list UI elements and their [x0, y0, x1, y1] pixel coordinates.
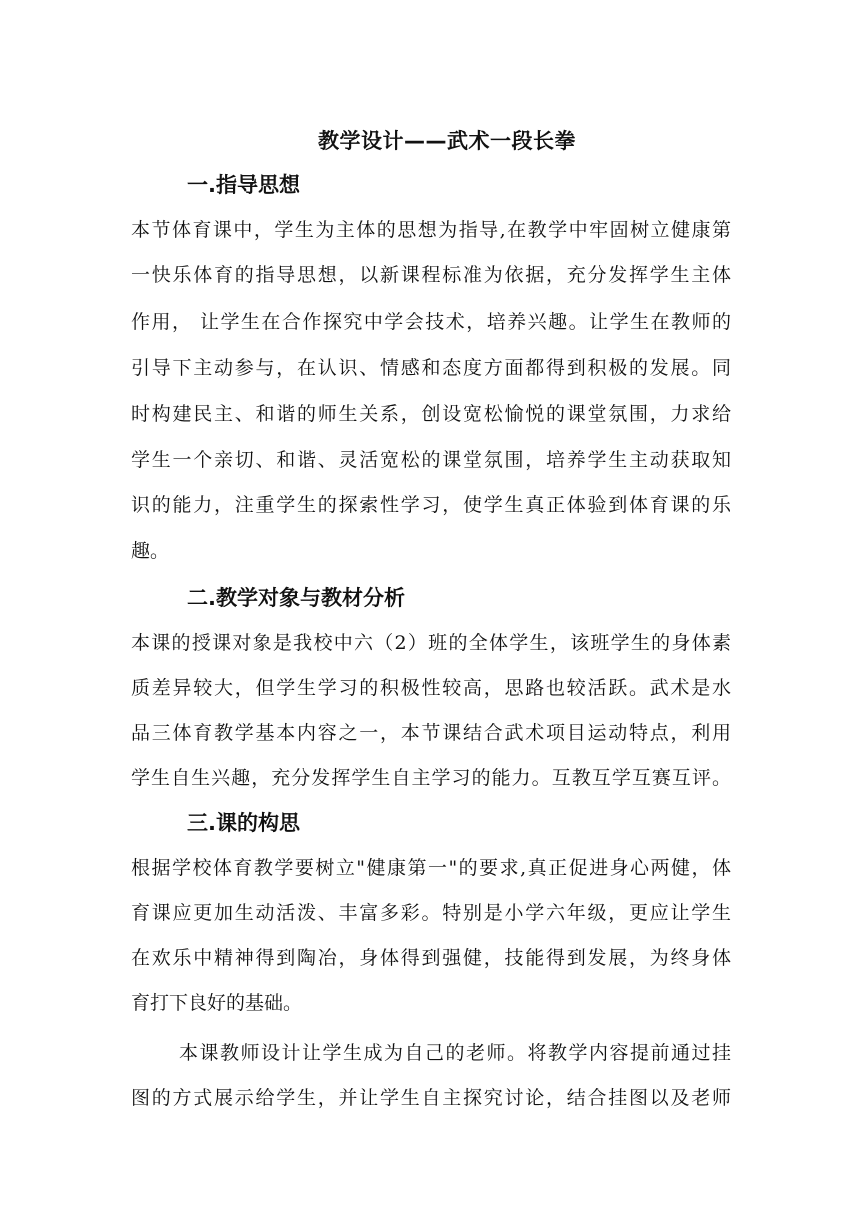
paragraph-line: 作用， 让学生在合作探究中学会技术，培养兴趣。让学生在教师的: [131, 311, 731, 333]
paragraph-line: 引导下主动参与，在认识、情感和态度方面都得到积极的发展。同: [131, 357, 731, 379]
paragraph-line: 学生一个亲切、和谐、灵活宽松的课堂氛围，培养学生主动获取知: [131, 449, 731, 471]
paragraph-line: 本节体育课中，学生为主体的思想为指导,在教学中牢固树立健康第: [131, 219, 731, 241]
document-title: 教学设计——武术一段长拳: [318, 129, 576, 153]
paragraph-line: 识的能力，注重学生的探索性学习，使学生真正体验到体育课的乐: [131, 494, 731, 516]
paragraph-line: 育打下良好的基础。: [131, 992, 303, 1014]
paragraph-line: 趣。: [131, 540, 170, 562]
paragraph-line: 在欢乐中精神得到陶冶，身体得到强健，技能得到发展，为终身体: [131, 947, 731, 969]
section-heading-guiding-thought: 一.指导思想: [187, 173, 300, 197]
paragraph-line: 图的方式展示给学生，并让学生自主探究讨论，结合挂图以及老师: [131, 1087, 731, 1109]
paragraph-line: 质差异较大，但学生学习的积极性较高，思路也较活跃。武术是水: [131, 677, 731, 699]
paragraph-line: 一快乐体育的指导思想，以新课程标准为依据，充分发挥学生主体: [131, 264, 731, 286]
paragraph-line: 时构建民主、和谐的师生关系，创设宽松愉悦的课堂氛围，力求给: [131, 403, 731, 425]
paragraph-line: 根据学校体育教学要树立"健康第一"的要求,真正促进身心两健，体: [131, 857, 731, 879]
paragraph-line: 学生自生兴趣，充分发挥学生自主学习的能力。互教互学互赛互评。: [131, 767, 731, 789]
section-heading-lesson-concept: 三.课的构思: [187, 811, 300, 835]
paragraph-line: 本课的授课对象是我校中六（2）班的全体学生，该班学生的身体素: [131, 632, 731, 654]
paragraph-line: 本课教师设计让学生成为自己的老师。将教学内容提前通过挂: [179, 1042, 731, 1064]
paragraph-line: 育课应更加生动活泼、丰富多彩。特别是小学六年级，更应让学生: [131, 902, 731, 924]
paragraph-line: 品三体育教学基本内容之一，本节课结合武术项目运动特点，利用: [131, 722, 731, 744]
section-heading-teaching-target: 二.教学对象与教材分析: [187, 586, 405, 610]
